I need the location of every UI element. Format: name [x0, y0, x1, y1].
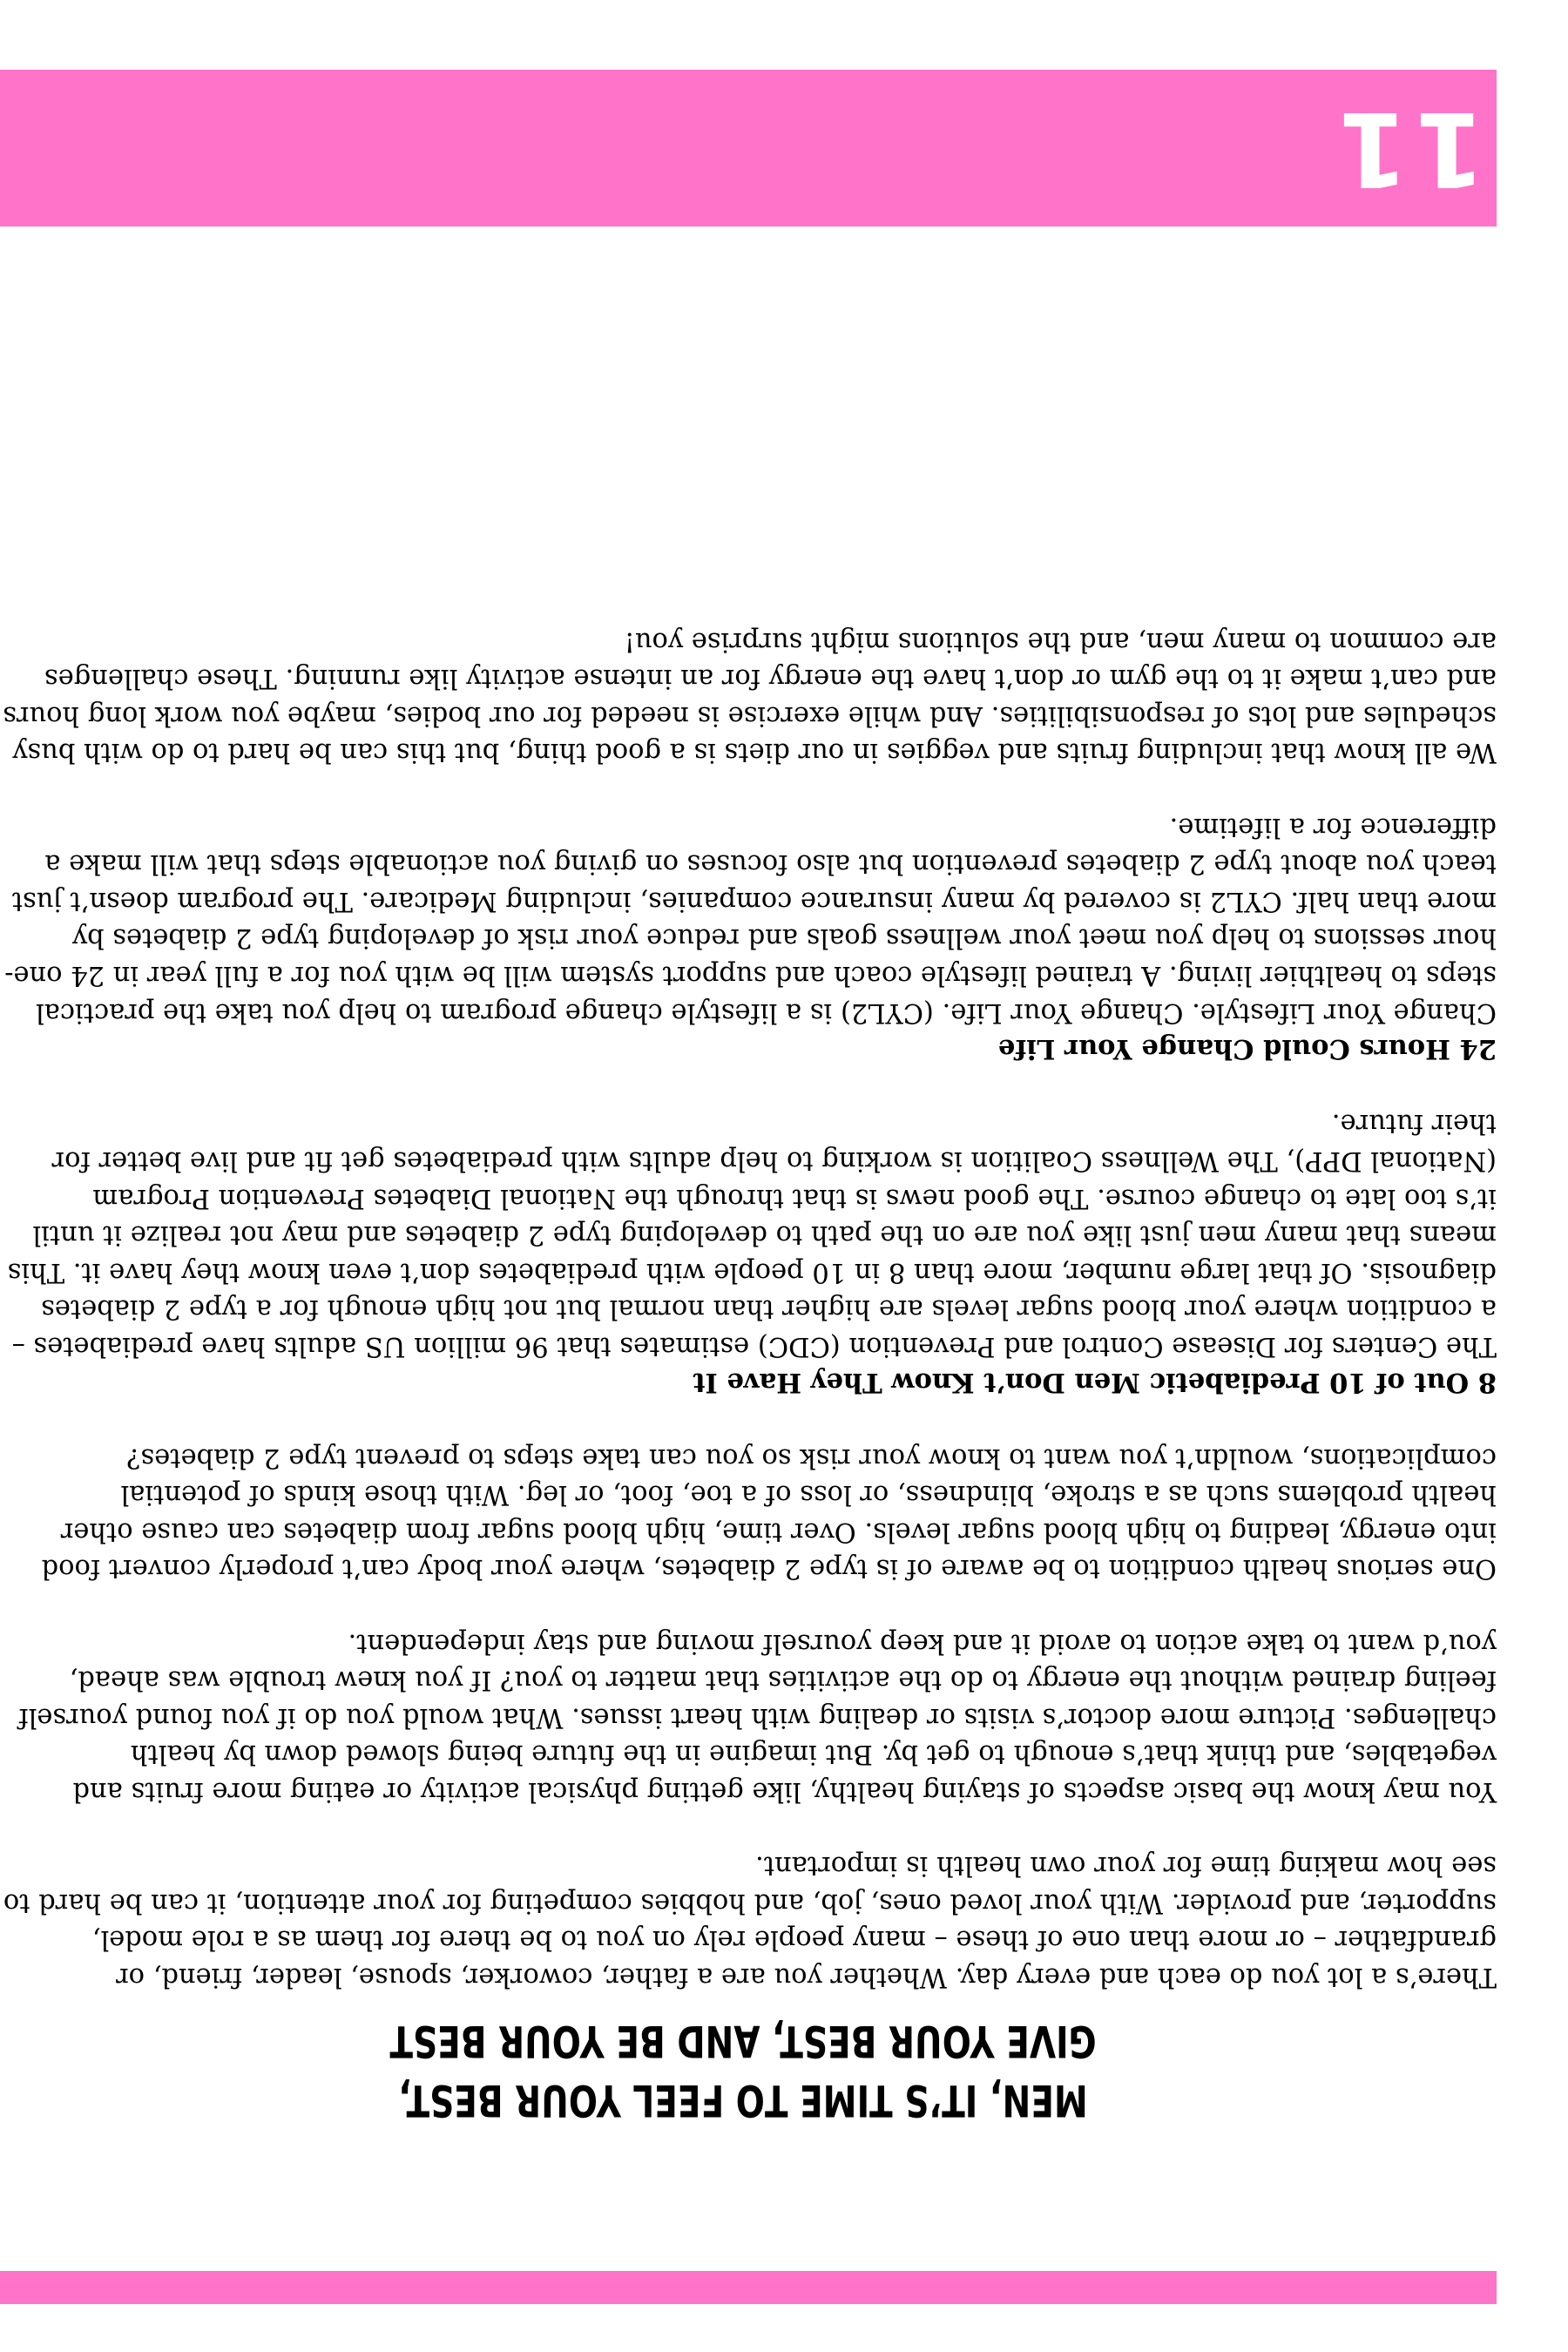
bottom-accent-bar: [0, 70, 1497, 226]
headline-line-2: GIVE YOUR BEST, AND BE YOUR BEST: [389, 2016, 1097, 2066]
paragraph-intro: There’s a lot you do each and every day. Whether you are a father, coworker, spouse, leader, friend, or grandfather – or more than one of these – many people rely on you to be there for them as a role model, supporter, and provider. With your loved ones, job, and hobbies competing for your attention, it can be hard to see how making time for your own health is important.: [3, 1850, 1497, 1992]
paragraph-healthy-aspects: You may know the basic aspects of staying healthy, like getting physical activity or eating more fruits and vegetables, and think that’s enough to get by. But imagine in the future being slowed down by health challenges. Picture more doctor’s visits or dealing with heart issues. What would you do if you found yourself feeling drained without the energy to do the activities that matter to you? If you knew trouble was ahead, you’d want to take action to avoid it and keep yourself moving and stay independent.: [18, 1627, 1497, 1808]
paragraph-challenges: We all know that including fruits and veggies in our diets is a good thing, but this can be hard to do with busy schedules and lots of responsibilities. And while exercise is needed for our bodies, maybe you work long hours and can’t make it to the gym or don’t have the energy for an intense activity like running. These challenges are common to many men, and the solutions might surprise you!: [3, 625, 1497, 768]
top-accent-bar: [0, 2271, 1497, 2304]
page-number: 11: [1331, 89, 1485, 209]
section-cyl2: [0, 808, 1497, 1067]
paragraph-cyl2-program: Change Your Lifestyle. Change Your Life. (CYL2) is a lifestyle change program to help you take the practical steps to healthier living. A trained lifestyle coach and support system will be with you for a full year in 24 one-hour sessions to help you meet your wellness goals and reduce your risk of developing type 2 diabetes by more than half. CYL2 is covered by many insurance companies, including Medicare. The program doesn’t just teach you about type 2 diabetes prevention but also focuses on giving you actionable steps that will make a difference for a lifetime.: [4, 811, 1497, 1028]
section-prediabetes: [0, 1105, 1497, 1402]
headline-line-1: MEN, IT’S TIME TO FEEL YOUR BEST,: [398, 2075, 1088, 2126]
subhead-prediabetic-men: 8 Out of 10 Prediabetic Men Don’t Know They Have It: [693, 1367, 1497, 1399]
subhead-24-hours: 24 Hours Could Change Your Life: [997, 1033, 1497, 1065]
page-headline: [155, 2011, 1330, 2130]
article-body: [0, 585, 1497, 1995]
paragraph-cdc-estimates: The Centers for Disease Control and Prevention (CDC) estimates that 96 million US adults have prediabetes – a condition where your blood sugar levels are higher than normal but not high enough for a type 2 diabetes diagnosis. Of that large number, more than 8 in 10 people with prediabetes don’t even know they have it. This means that many men just like you are on the path to developing type 2 diabetes and may not realize it until it’s too late to change course. The good news is that through the National Diabetes Prevention Program (National DPP), The Wellness Coalition is working to help adults with prediabetes get fit and live better for their future.: [7, 1108, 1497, 1362]
paragraph-type2-diabetes: One serious health condition to be aware of is type 2 diabetes, where your body can’t properly convert food into energy, leading to high blood sugar levels. Over time, high blood sugar from diabetes can cause other health problems such as a stroke, blindness, or loss of a toe, foot, or leg. With those kinds of potential complications, wouldn’t you want to know your risk so you can take steps to prevent type 2 diabetes?: [41, 1442, 1497, 1585]
